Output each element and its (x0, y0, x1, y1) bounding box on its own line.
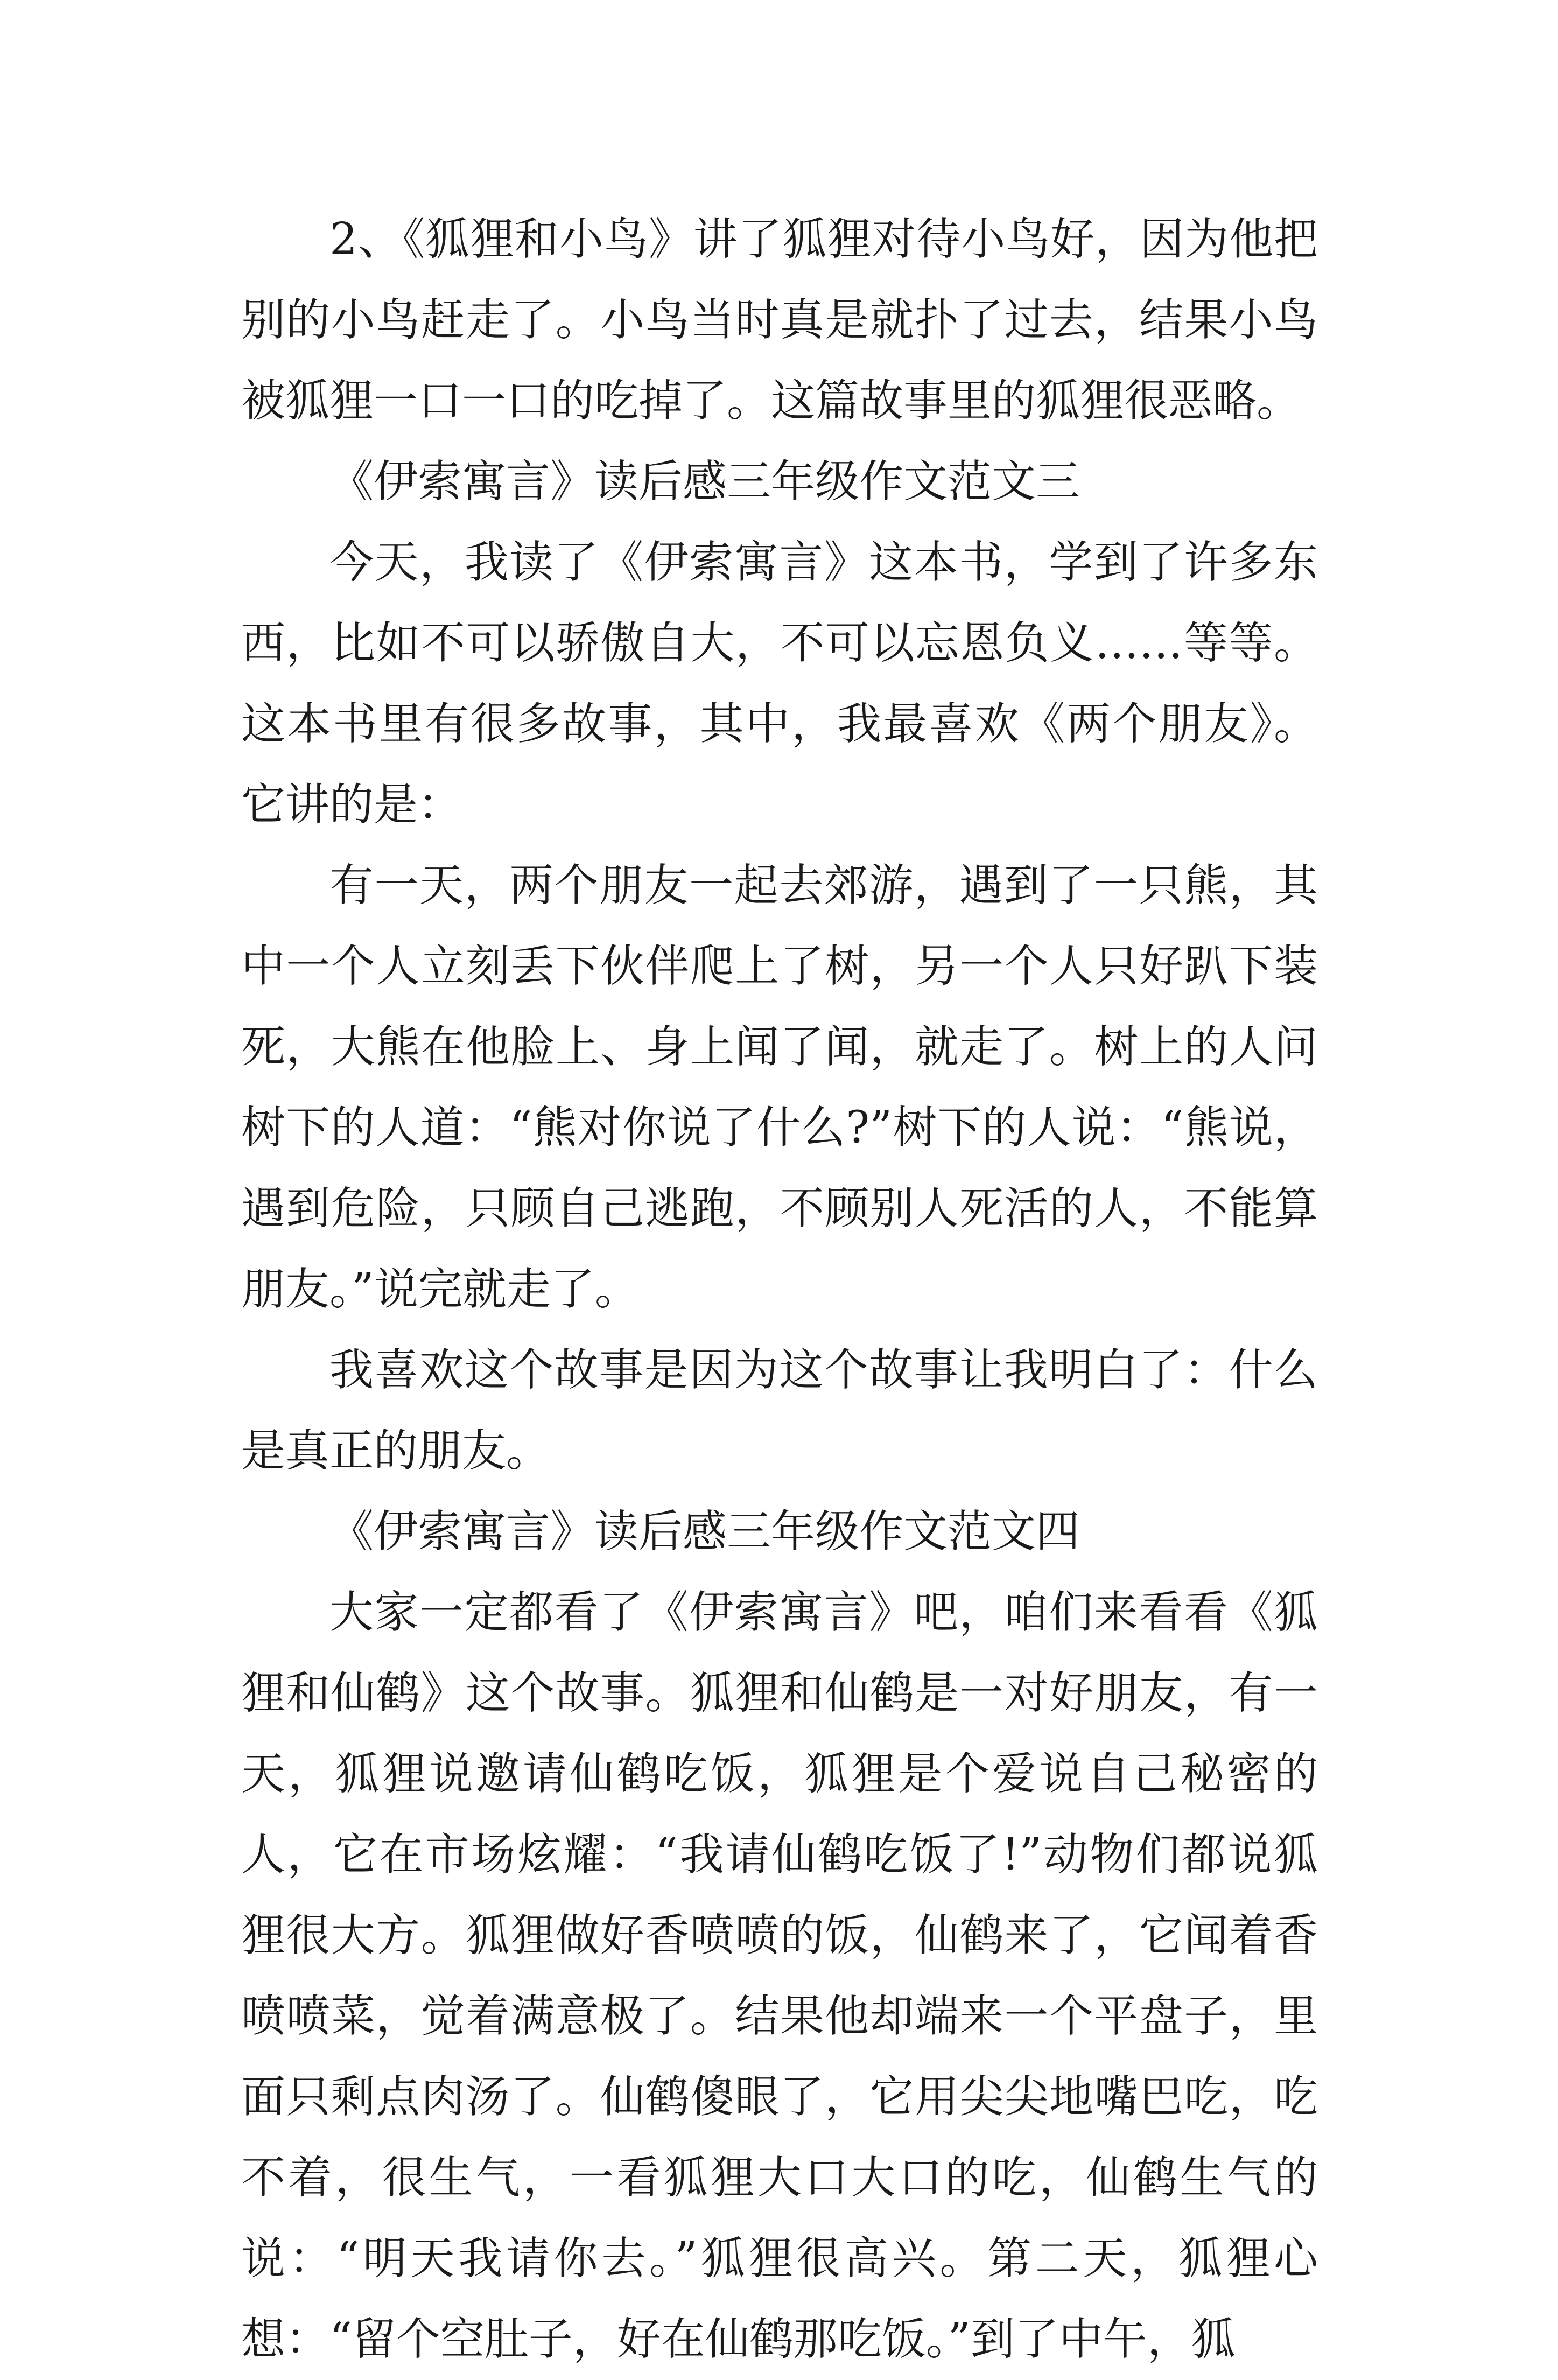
paragraph-fox-and-bird: 2、《狐狸和小鸟》讲了狐狸对待小鸟好，因为他把别的小鸟赶走了。小鸟当时真是就扑了过去，结果小鸟被狐狸一口一口的吃掉了。这篇故事里的狐狸很恶略。 (241, 214, 1318, 426)
paragraph-fox-and-crane: 大家一定都看了《伊索寓言》吧，咱们来看看《狐狸和仙鹤》这个故事。狐狸和仙鹤是一对好朋友，有一天，狐狸说邀请仙鹤吃饭，狐狸是个爱说自己秘密的人，它在市场炫耀：“我请仙鹤吃饭了!”动物们都说狐狸很大方。狐狸做好香喷喷的饭，仙鹤来了，它闻着香喷喷菜，觉着满意极了。结果他却端来一个平盘子，里面只剩点肉汤了。仙鹤傻眼了，它用尖尖地嘴巴吃，吃不着，很生气，一看狐狸大口大口的吃，仙鹤生气的说：“明天我请你去。”狐狸很高兴。第二天，狐狸心想：“留个空肚子，好在仙鹤那吃饭。”到了中午，狐 (241, 1587, 1318, 2365)
paragraph-true-friend: 我喜欢这个故事是因为这个故事让我明白了：什么是真正的朋友。 (241, 1345, 1318, 1476)
paragraph-two-friends-story: 有一天，两个朋友一起去郊游，遇到了一只熊，其中一个人立刻丢下伙伴爬上了树，另一个人只好趴下装死，大熊在他脸上、身上闻了闻，就走了。树上的人问树下的人道：“熊对你说了什么?”树下的人说：“熊说，遇到危险，只顾自己逃跑，不顾别人死活的人，不能算朋友。”说完就走了。 (241, 860, 1318, 1315)
document-body (241, 199, 1318, 2380)
section-heading-essay-three: 《伊索寓言》读后感三年级作文范文三 (329, 456, 1080, 507)
paragraph-essay-three-intro: 今天，我读了《伊索寓言》这本书，学到了许多东西，比如不可以骄傲自大，不可以忘恩负义……等等。这本书里有很多故事，其中，我最喜欢《两个朋友》。它讲的是： (241, 537, 1318, 830)
section-heading-essay-four: 《伊索寓言》读后感三年级作文范文四 (329, 1506, 1080, 1557)
